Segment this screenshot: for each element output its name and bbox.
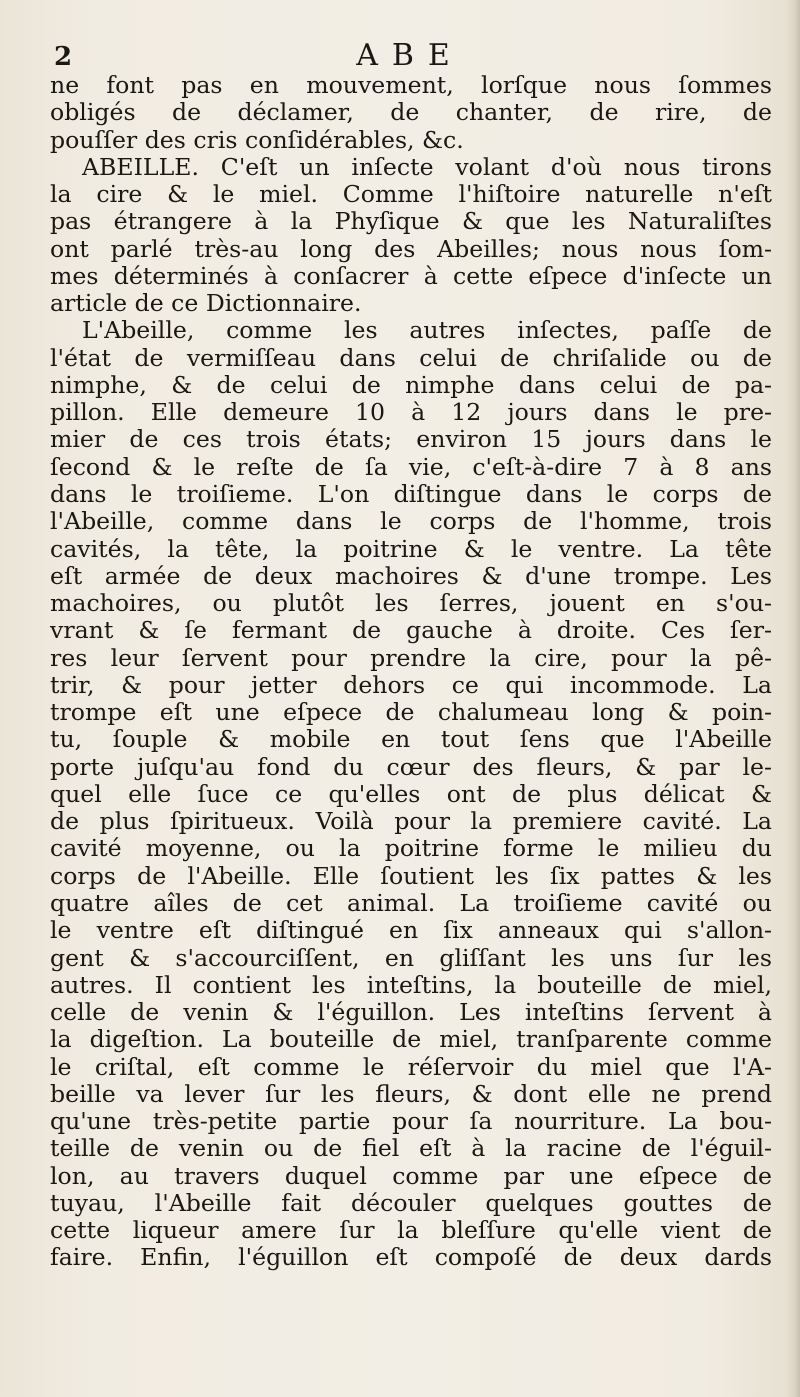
body-text [50,72,772,1272]
text-line: pillon. Elle demeure 10 à 12 jours dans le pre- [50,398,772,427]
text-line: mes déterminés à conſacrer à cette eſpece d'inſecte un [50,261,772,290]
text-line: de plus ſpiritueux. Voilà pour la premiere cavité. La [50,807,772,836]
text-line: trir, & pour jetter dehors ce qui incommode. La [50,670,772,699]
text-line: article de ce Dictionnaire. [50,289,362,318]
text-line: vrant & ſe fermant de gauche à droite. Ces ſer- [50,616,772,645]
text-line: le criſtal, eſt comme le réſervoir du miel que l'A- [50,1052,772,1081]
text-line: tu, ſouple & mobile en tout ſens que l'Abeille [50,725,772,754]
text-line: l'Abeille, comme dans le corps de l'homme, trois [50,507,772,536]
text-line: ſecond & le reſte de ſa vie, c'eſt-à-dire 7 à 8 ans [50,452,772,481]
text-line: nimphe, & de celui de nimphe dans celui de pa- [50,370,772,399]
text-line: L'Abeille, comme les autres inſectes, paſſe de [82,316,772,345]
text-line: autres. Il contient les inteſtins, la bouteille de miel, [50,970,772,999]
text-line: la cire & le miel. Comme l'hiſtoire naturelle n'eſt [50,180,772,209]
text-line: ne font pas en mouvement, lorſque nous ſommes [50,71,772,99]
text-line: le ventre eſt diſtingué en ſix anneaux qui s'allon- [50,916,772,945]
text-line: porte juſqu'au fond du cœur des fleurs, & par le- [50,752,772,781]
text-line: cette liqueur amere ſur la bleſſure qu'elle vient de [50,1216,772,1245]
text-line: mier de ces trois états; environ 15 jours dans le [50,425,772,454]
page-number: 2 [54,42,73,72]
text-line: ont parlé très-au long des Abeilles; nous nous ſom- [50,234,772,263]
text-line: pas étrangere à la Phyſique & que les Naturaliſtes [50,207,772,236]
text-line: pouſſer des cris conſidérables, &c. [50,125,464,154]
text-line: cavités, la tête, la poitrine & le ventre. La tête [50,534,772,563]
text-line: la digeſtion. La bouteille de miel, tranſparente comme [50,1025,772,1054]
text-line: dans le troiſieme. L'on diſtingue dans le corps de [50,479,772,508]
text-line: teille de venin ou de fiel eſt à la racine de l'éguil- [50,1134,772,1163]
text-line: res leur ſervent pour prendre la cire, pour la pê- [50,643,772,672]
text-line: quatre aîles de cet animal. La troiſieme cavité ou [50,888,772,917]
text-line: cavité moyenne, ou la poitrine forme le milieu du [50,834,772,863]
text-line: eſt armée de deux machoires & d'une trompe. Les [50,561,772,590]
text-line: obligés de déclamer, de chanter, de rire, de [50,98,772,127]
running-head: ABE [356,38,464,73]
text-line: beille va lever ſur les fleurs, & dont elle ne prend [50,1079,772,1108]
text-line: l'état de vermiſſeau dans celui de chriſalide ou de [50,343,772,372]
text-line: quel elle ſuce ce qu'elles ont de plus délicat & [50,779,772,808]
text-line: corps de l'Abeille. Elle ſoutient les ſix pattes & les [50,861,772,890]
text-line: gent & s'accourciſſent, en gliſſant les uns ſur les [50,943,772,972]
text-line: celle de venin & l'éguillon. Les inteſtins ſervent à [50,998,772,1027]
text-line: faire. Enfin, l'éguillon eſt compoſé de deux dards [50,1243,772,1272]
text-line: ABEILLE. C'eſt un inſecte volant d'où nous tirons [82,152,772,181]
text-line: lon, au travers duquel comme par une eſpece de [50,1161,772,1190]
page-edge-shadow [786,0,800,1397]
text-line: machoires, ou plutôt les ſerres, jouent en s'ou- [50,589,772,618]
text-line: qu'une très-petite partie pour ſa nourriture. La bou- [50,1107,772,1136]
text-line: tuyau, l'Abeille fait découler quelques gouttes de [50,1188,772,1217]
text-line: trompe eſt une eſpece de chalumeau long & poin- [50,698,772,727]
